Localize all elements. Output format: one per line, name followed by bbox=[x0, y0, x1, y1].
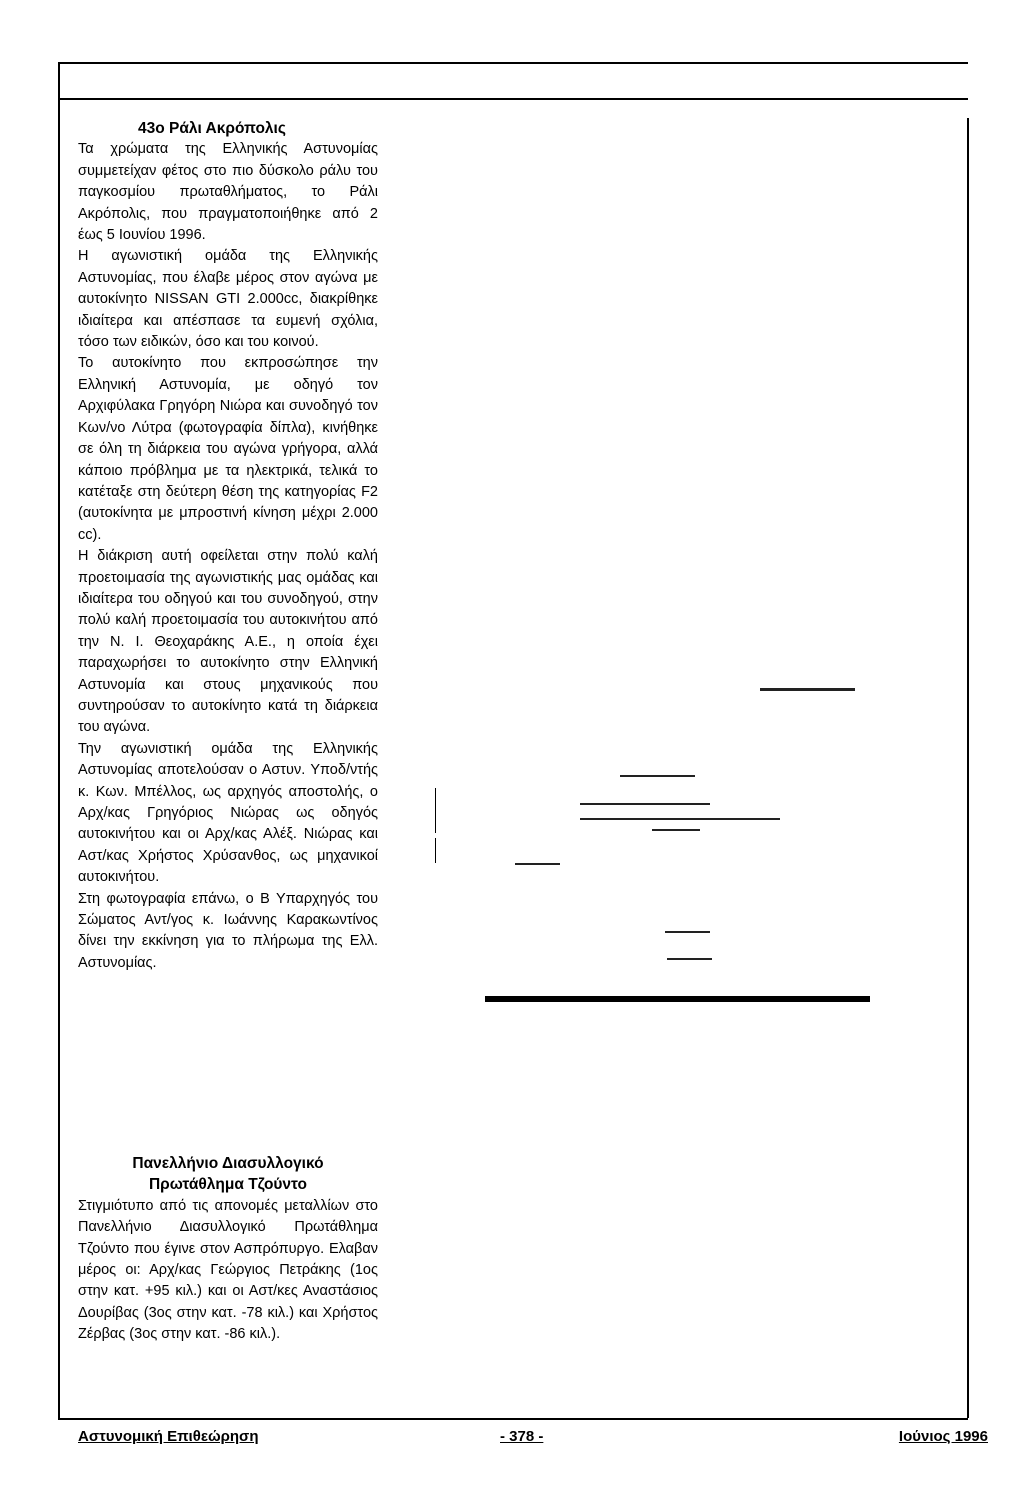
footer-page-number: - 378 - bbox=[500, 1428, 544, 1445]
header-rule bbox=[58, 98, 968, 100]
scan-artifact-line bbox=[515, 863, 560, 865]
article-judo-column bbox=[78, 1153, 378, 1346]
scan-artifact-line bbox=[620, 775, 695, 777]
article-rally-paragraph-6: Στη φωτογραφία επάνω, ο Β Υπαρχηγός του Σώματος Αντ/γος κ. Ιωάννης Καρακωντίνος δίνει την εκκίνηση για το πλήρωμα της Ελλ. Αστυνομίας. bbox=[78, 890, 378, 971]
scan-artifact-bar bbox=[485, 996, 870, 1002]
article-judo-title-line2: Πρωτάθλημα Τζούντο bbox=[148, 1176, 308, 1194]
article-rally-paragraph-1: Τα χρώματα της Ελληνικής Αστυνομίας συμμετείχαν φέτος στο πιο δύσκολο ράλυ του παγκοσμίου πρωταθλήματος, το Ράλι Ακρόπολις, που πραγματοποιήθηκε από 2 έως 5 Ιουνίου 1996. bbox=[78, 141, 378, 244]
article-rally-paragraph-4: Η διάκριση αυτή οφείλεται στην πολύ καλή προετοιμασία της αγωνιστικής μας ομάδας και ιδιαίτερα του οδηγού και του συνοδηγού, στην πολύ καλή προετοιμασία του αυτοκινήτου από την Ν. Ι. Θεοχαράκης Α.Ε., η οποία έχει παραχωρήσει το αυτοκίνητο στην Ελληνική Αστυνομία και στους μηχανικούς που συντηρούσαν το αυτοκίνητο κατά τη διάρκεια του αγώνα. bbox=[78, 548, 378, 736]
scan-artifact-line bbox=[580, 818, 780, 820]
scan-artifact-vline bbox=[435, 838, 436, 863]
scan-artifact-line bbox=[667, 958, 712, 960]
scan-artifact-line bbox=[652, 829, 700, 831]
photo-placeholder bbox=[430, 118, 970, 1118]
page-footer bbox=[78, 1428, 988, 1452]
top-rule bbox=[58, 62, 968, 64]
article-rally-paragraph-3: Το αυτοκίνητο που εκπροσώπησε την Ελληνική Αστυνομία, με οδηγό τον Αρχιφύλακα Γρηγόρη Νιώρα και συνοδηγό τον Κων/νο Λύτρα (φωτογραφία δίπλα), κινήθηκε σε όλη τη διάρκεια του αγώνα γρήγορα, αλλά κάποιο πρόβλημα με τα ηλεκτρικά, τελικά το κατέταξε στη δεύτερη θέση της κατηγορίας F2 (αυτοκίνητα με μπροστινή κίνηση μέχρι 2.000 cc). bbox=[78, 355, 378, 543]
footer-date: Ιούνιος 1996 bbox=[898, 1428, 988, 1445]
article-judo-title-line1: Πανελλήνιο Διασυλλογικό bbox=[132, 1155, 324, 1172]
scan-artifact-line bbox=[760, 688, 855, 691]
top-left-bracket bbox=[58, 62, 60, 100]
article-judo-paragraph: Στιγμιότυπο από τις απονομές μεταλλίων στο Πανελλήνιο Διασυλλογικό Πρωτάθλημα Τζούντο που έγινε στον Ασπρόπυργο. Ελαβαν μέρος οι: Αρχ/κας Γεώργιος Πετράκης (1ος στην κατ. +95 κιλ.) και οι Αστ/κες Αναστάσιος Δουρίβας (3ος στην κατ. -78 κιλ.) και Χρήστος Ζέρβας (3ος στην κατ. -86 κιλ.). bbox=[78, 1197, 378, 1343]
bottom-rule bbox=[58, 1418, 968, 1420]
scan-artifact-vline bbox=[435, 788, 436, 833]
footer-publication: Αστυνομική Επιθεώρηση bbox=[78, 1428, 259, 1445]
scan-artifact-line bbox=[665, 931, 710, 933]
scan-artifact-line bbox=[580, 803, 710, 805]
article-rally-column bbox=[78, 118, 378, 974]
article-rally-paragraph-2: Η αγωνιστική ομάδα της Ελληνικής Αστυνομίας, που έλαβε μέρος στον αγώνα με αυτοκίνητο NISSAN GTI 2.000cc, διακρίθηκε ιδιαίτερα και απέσπασε τα ευμενή σχόλια, τόσο των ειδικών, όσο και του κοινού. bbox=[78, 248, 378, 351]
article-rally-paragraph-5: Την αγωνιστική ομάδα της Ελληνικής Αστυνομίας αποτελούσαν ο Αστυν. Υποδ/ντής κ. Κων. Μπέλλος, ως αρχηγός αποστολής, ο Αρχ/κας Γρηγόριος Νιώρας ως οδηγός αυτοκινήτου και οι Αρχ/κας Αλέξ. Νιώρας και Αστ/κας Χρήστος Χρύσανθος, ως μηχανικοί αυτοκινήτου. bbox=[78, 740, 378, 886]
article-rally-title: 43ο Ράλι Ακρόπολις bbox=[138, 120, 286, 137]
left-border-line bbox=[58, 98, 60, 1418]
